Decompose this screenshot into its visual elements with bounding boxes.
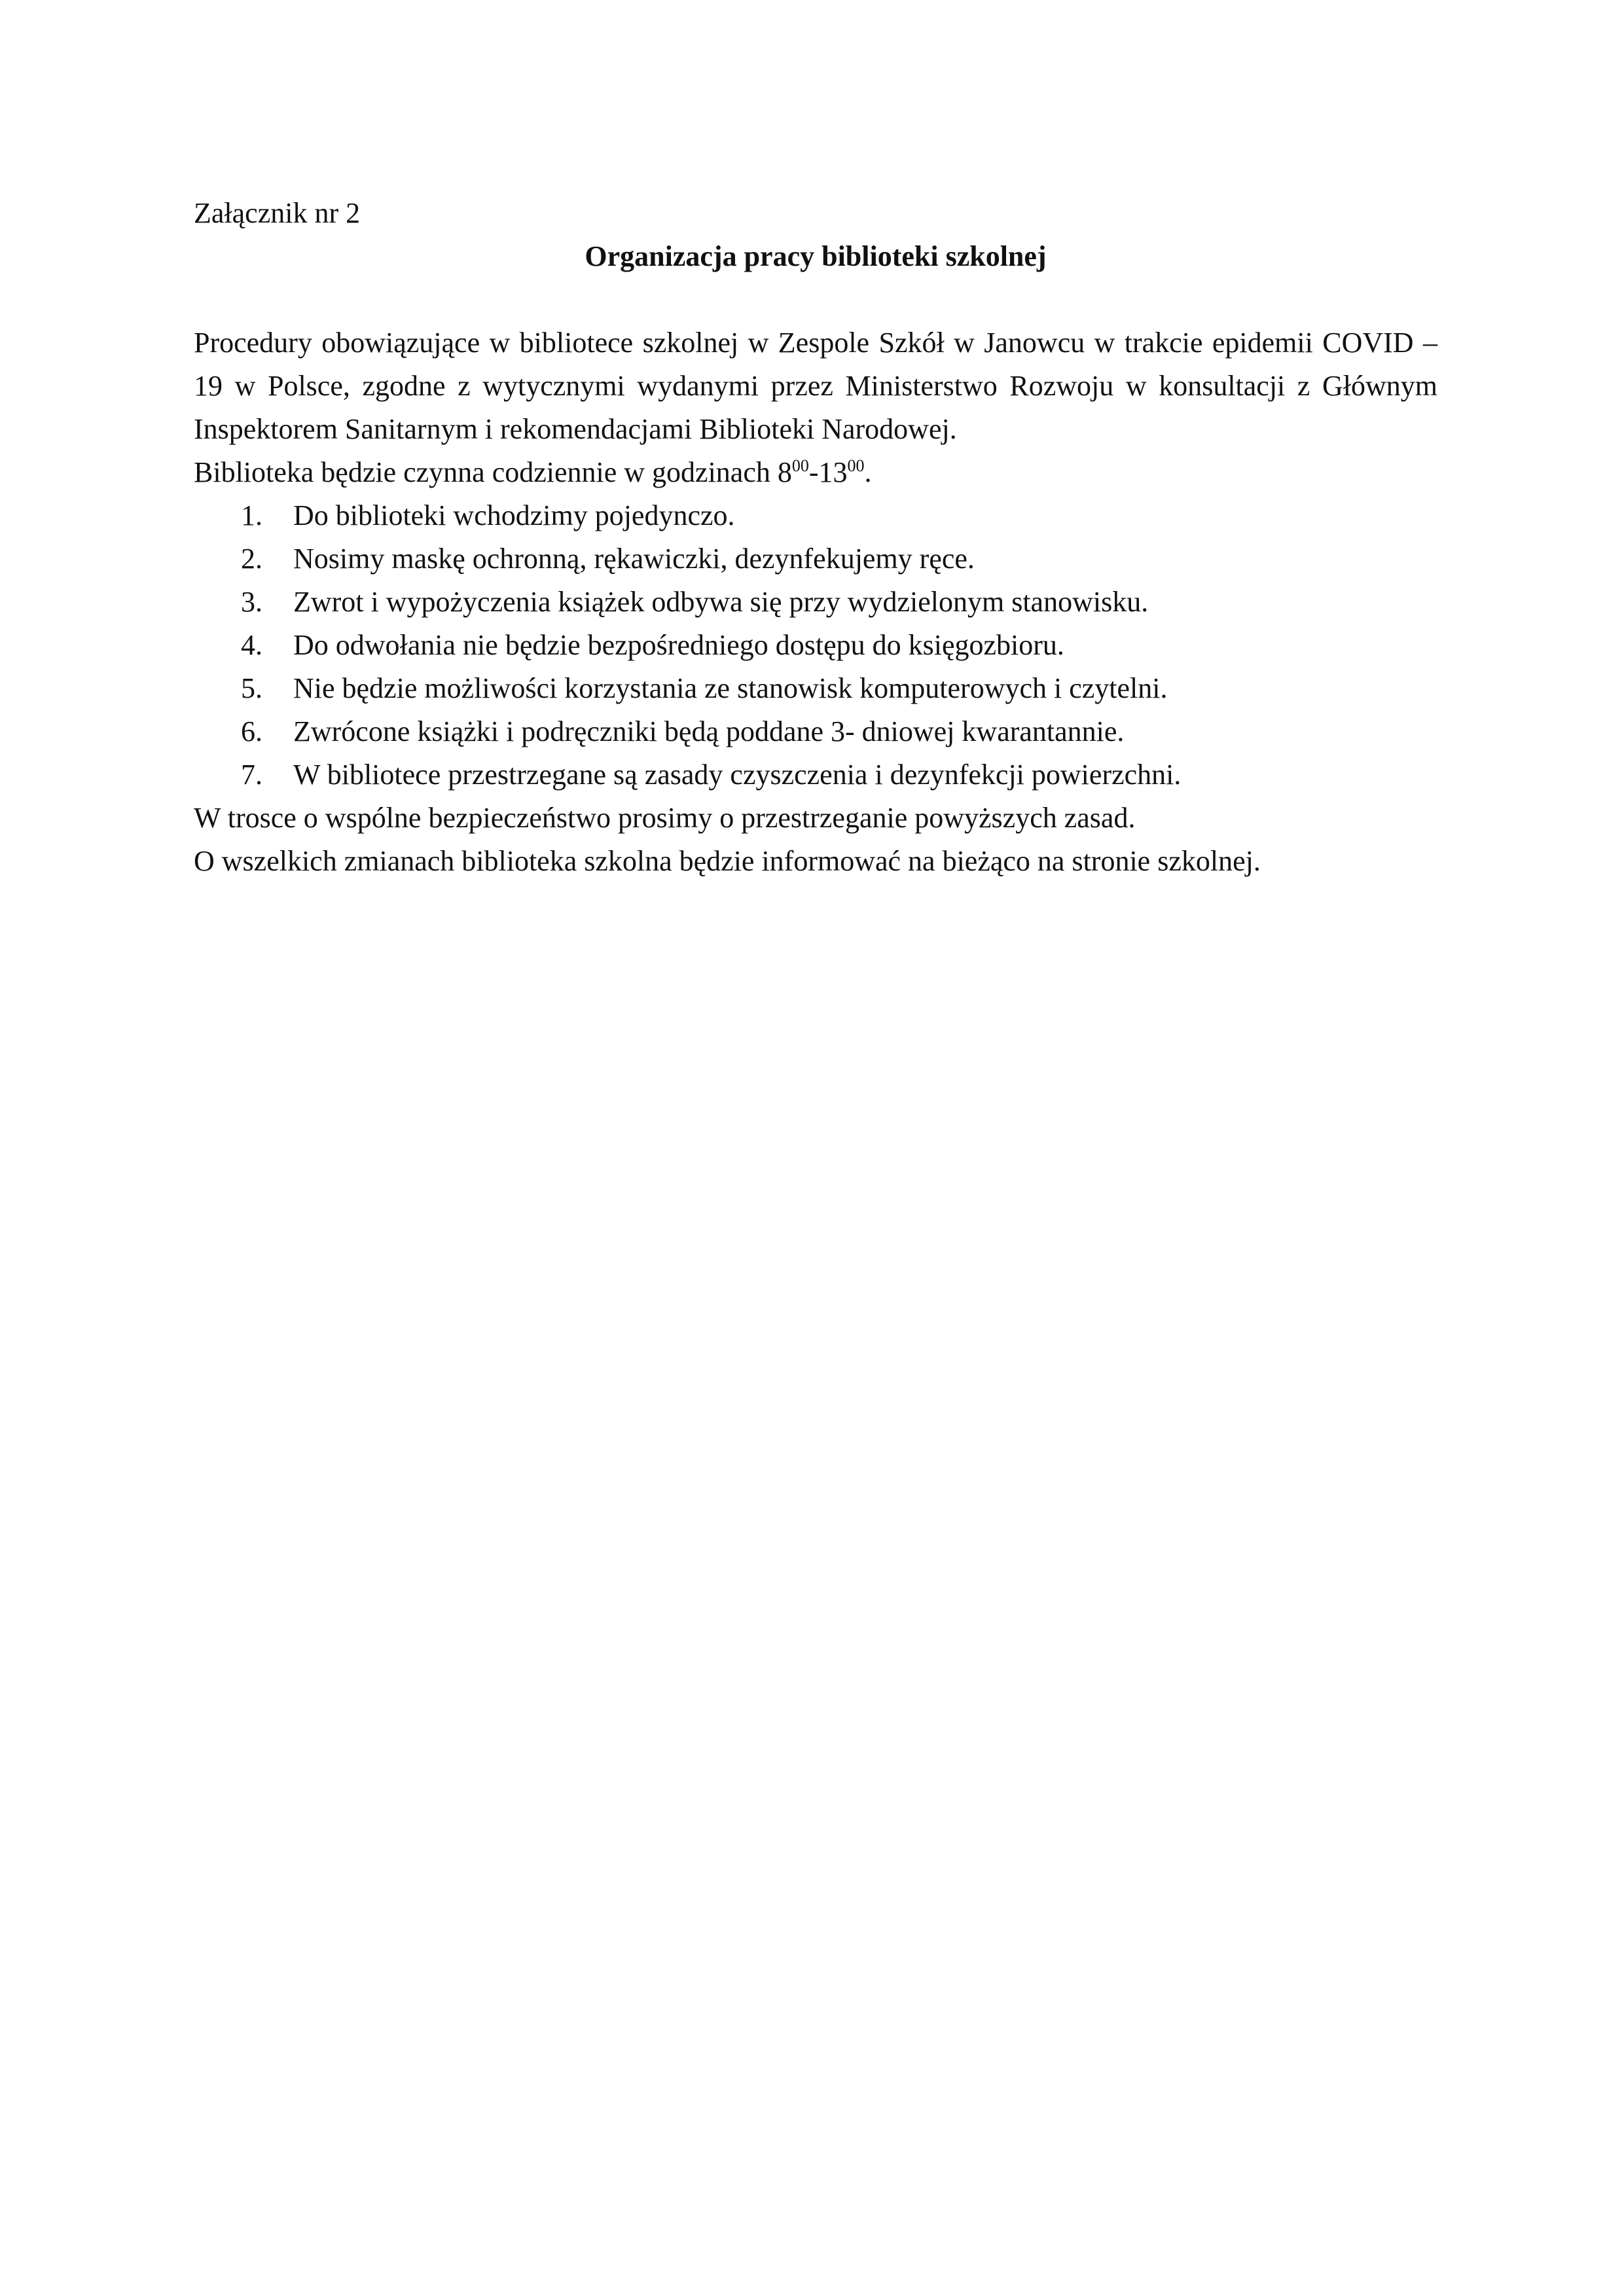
rule-item	[194, 753, 1437, 797]
rule-number: 2.	[241, 543, 262, 575]
attachment-label: Załącznik nr 2	[194, 197, 361, 229]
rule-item	[194, 624, 1437, 667]
rule-text: W bibliotece przestrzegane są zasady czyszczenia i dezynfekcji powierzchni.	[293, 759, 1182, 791]
rule-text: Nie będzie możliwości korzystania ze stanowisk komputerowych i czytelni.	[293, 672, 1168, 704]
opening-hours-suffix: .	[864, 456, 872, 488]
closing-line-safety: W trosce o wspólne bezpieczeństwo prosimy o przestrzeganie powyższych zasad.	[194, 802, 1136, 834]
rule-item	[194, 494, 1437, 537]
rule-text: Nosimy maskę ochronną, rękawiczki, dezynfekujemy ręce.	[293, 543, 975, 575]
rule-item	[194, 667, 1437, 710]
opening-hours-separator: -13	[808, 456, 848, 488]
rule-number: 7.	[241, 759, 262, 791]
rule-number: 6.	[241, 715, 262, 747]
rules-list	[194, 494, 1437, 797]
rule-text: Do biblioteki wchodzimy pojedynczo.	[293, 499, 735, 531]
closing-line-updates: O wszelkich zmianach biblioteka szkolna będzie informować na bieżąco na stronie szkolnej.	[194, 845, 1261, 877]
rule-number: 3.	[241, 586, 262, 618]
document-body	[194, 192, 1437, 883]
rule-number: 1.	[241, 499, 262, 531]
rule-text: Zwrócone książki i podręczniki będą poddane 3- dniowej kwarantannie.	[293, 715, 1125, 747]
rule-text: Zwrot i wypożyczenia książek odbywa się przy wydzielonym stanowisku.	[293, 586, 1149, 618]
opening-hours-prefix: Biblioteka będzie czynna codziennie w godzinach 8	[194, 456, 792, 488]
opening-hours-start-minutes: 00	[791, 456, 809, 475]
document-title: Organizacja pracy biblioteki szkolnej	[585, 240, 1047, 272]
rule-number: 5.	[241, 672, 262, 704]
rule-number: 4.	[241, 629, 262, 661]
opening-hours	[194, 451, 1437, 494]
rule-item	[194, 581, 1437, 624]
opening-hours-end-minutes: 00	[847, 456, 865, 475]
intro-paragraph: Procedury obowiązujące w bibliotece szkolnej w Zespole Szkół w Janowcu w trakcie epidemii COVID – 19 w Polsce, zgodne z wytycznymi wydanymi przez Ministerstwo Rozwoju w konsultacji z Głównym Inspektorem Sanitarnym i rekomendacjami Biblioteki Narodowej.	[194, 327, 1437, 445]
rule-item	[194, 710, 1437, 753]
rule-item	[194, 537, 1437, 581]
spacer	[194, 278, 1437, 321]
rule-text: Do odwołania nie będzie bezpośredniego dostępu do księgozbioru.	[293, 629, 1064, 661]
